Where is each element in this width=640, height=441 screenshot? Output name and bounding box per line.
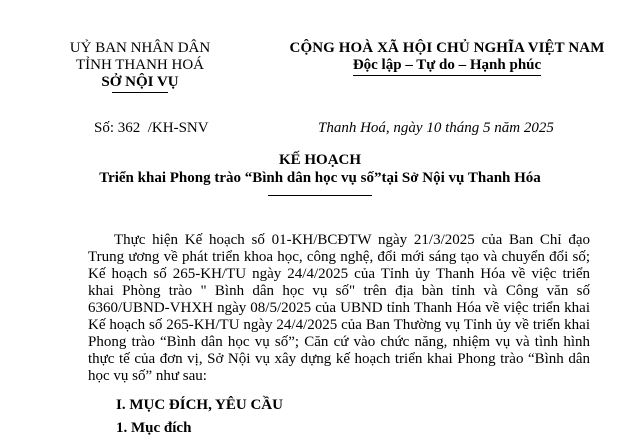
body-line: Kế hoạch số 265-KH/TU ngày 24/4/2025 của Ban Thường vụ Tỉnh ủy về triển khai: [88, 317, 590, 333]
agency-underline: [112, 92, 168, 93]
body-line: Thực hiện Kế hoạch số 01-KH/BCĐTW ngày 21/3/2025 của Ban Chỉ đạo: [114, 232, 590, 248]
body-line: 6360/UBND-VHXH ngày 08/5/2025 của UBND tỉnh Thanh Hóa về việc triển khai: [88, 300, 590, 316]
agency-line-3: SỞ NỘI VỤ: [101, 74, 179, 90]
body-line: Trung ương về phát triển khoa học, công nghệ, đổi mới sáng tạo và chuyển đổi số;: [88, 249, 590, 265]
subject-underline: [268, 195, 372, 196]
national-motto: Độc lập – Tự do – Hạnh phúc: [353, 57, 541, 76]
document-date: Thanh Hoá, ngày 10 tháng 5 năm 2025: [318, 120, 554, 136]
document-subject: Triển khai Phong trào “Bình dân học vụ số”tại Sở Nội vụ Thanh Hóa: [99, 170, 541, 186]
body-paragraph: [88, 232, 590, 385]
agency-line-1: UỶ BAN NHÂN DÂN: [69, 40, 211, 56]
body-line: Kế hoạch số 265-KH/TU ngày 24/4/2025 của Tỉnh ủy Thanh Hóa về việc triển: [88, 266, 590, 282]
body-line: học vụ số” như sau:: [88, 368, 207, 384]
national-motto-block: [262, 40, 632, 76]
body-line: khai Phòng trào " Bình dân học vụ số" trên địa bàn tỉnh và Công văn số: [88, 283, 590, 299]
subsection-heading: 1. Mục đích: [116, 420, 192, 436]
body-line: thực tế của đơn vị, Sở Nội vụ xây dựng kế hoạch triển khai Phong trào “Bình dân: [88, 351, 590, 367]
national-title: CỘNG HOÀ XÃ HỘI CHỦ NGHĨA VIỆT NAM: [289, 40, 605, 56]
document-number: Số: 362 /KH-SNV: [94, 120, 209, 136]
issuing-agency-block: [40, 40, 240, 93]
agency-line-2: TỈNH THANH HOÁ: [75, 57, 205, 73]
section-heading: I. MỤC ĐÍCH, YÊU CẦU: [116, 397, 283, 413]
document-type: KẾ HOẠCH: [278, 152, 362, 168]
body-line: Phong trào “Bình dân học vụ số”; Căn cứ vào chức năng, nhiệm vụ và tình hình: [88, 334, 590, 350]
